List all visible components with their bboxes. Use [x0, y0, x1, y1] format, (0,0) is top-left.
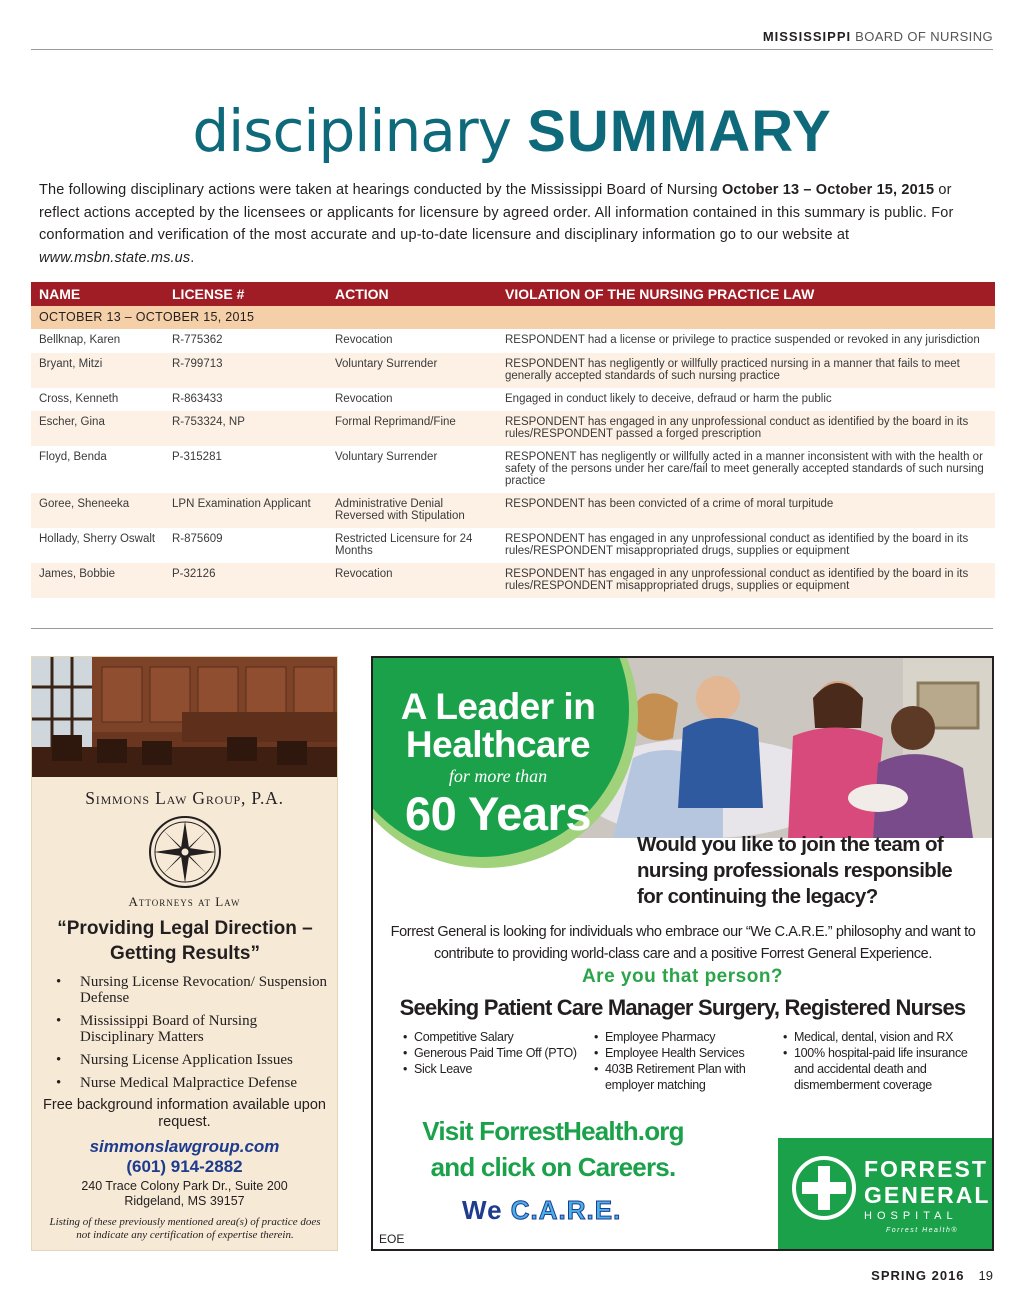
intro-paragraph: The following disciplinary actions were taken at hearings conducted by the Mississippi Board of Nursing October 13 – October 15, 2015 or reflect actions accepted by the licensees or applicants for licensure by agreed order. All information contained in this summary is public. For conformation and verification of the most accurate and up-to-date licensure and disciplinary information go to our website at www.msbn.state.ms.us.	[39, 182, 954, 266]
list-item: • Nursing License Revocation/ Suspension Defense	[54, 974, 332, 1006]
violation-text: RESPONDENT has engaged in any unprofessional conduct as identified by the board in its rules/RESPONDENT misappropriated drugs, supplies or equipment	[505, 533, 969, 557]
benefits-list-2	[594, 1029, 764, 1093]
respondent-name: Hollady, Sherry Oswalt	[39, 533, 156, 545]
respondent-name: Escher, Gina	[39, 416, 105, 428]
action-taken: Revocation	[335, 334, 393, 346]
table-row	[31, 411, 995, 446]
action-taken: Voluntary Surrender	[335, 451, 438, 463]
careers-instruction: and click on Careers.	[430, 1152, 676, 1182]
violation-text: Engaged in conduct likely to deceive, defraud or harm the public	[505, 393, 832, 405]
compass-rose-icon	[148, 815, 222, 889]
disciplinary-table	[31, 282, 995, 598]
page-title: disciplinary SUMMARY	[192, 97, 832, 165]
license-number: R-753324, NP	[172, 416, 245, 428]
ad-question: Would you like to join the team of nursing professionals responsible for continuing the legacy?	[637, 833, 953, 908]
list-item: • Nurse Medical Malpractice Defense	[54, 1075, 332, 1091]
publication-brand: MISSISSIPPI BOARD OF NURSING	[762, 29, 993, 44]
table-row	[31, 388, 995, 411]
column-header-violation: VIOLATION OF THE NURSING PRACTICE LAW	[505, 286, 815, 302]
respondent-name: Goree, Sheneeka	[39, 498, 130, 510]
respondent-name: Floyd, Benda	[39, 451, 107, 463]
table-divider	[31, 628, 993, 629]
free-info-text: Free background information available upon request.	[43, 1097, 326, 1130]
list-item: • 100% hospital-paid life insurance and accidental death and dismemberment coverage	[783, 1045, 983, 1093]
table-row	[31, 353, 995, 388]
license-number: P-32126	[172, 568, 216, 580]
hearing-period-row: OCTOBER 13 – OCTOBER 15, 2015	[31, 306, 995, 329]
list-item: • Employee Health Services	[594, 1045, 764, 1061]
header-divider	[31, 49, 993, 50]
we-care-logo: We C.A.R.E.	[462, 1195, 622, 1225]
list-item: • Competitive Salary	[403, 1029, 583, 1045]
action-taken: Revocation	[335, 393, 393, 405]
law-website-link[interactable]: simmonslawgroup.com	[89, 1137, 280, 1156]
eoe-label: EOE	[379, 1232, 405, 1246]
page-header	[0, 0, 1024, 50]
list-item: • 403B Retirement Plan with employer matching	[594, 1061, 764, 1093]
license-number: R-775362	[172, 334, 223, 346]
board-website-link[interactable]: www.msbn.state.ms.us	[39, 249, 191, 266]
table-row	[31, 563, 995, 598]
license-number: R-875609	[172, 533, 223, 545]
ad-headline-italic: for more than	[448, 766, 548, 786]
violation-text: RESPONDENT has engaged in any unprofessional conduct as identified by the board in its rules/RESPONDENT passed a forged prescription	[505, 416, 969, 440]
action-taken: Administrative Denial Reversed with Stipulation	[335, 498, 465, 522]
violation-text: RESPONDENT has engaged in any unprofessional conduct as identified by the board in its rules/RESPONDENT misappropriated drugs, supplies or equipment	[505, 568, 969, 592]
list-item: • Mississippi Board of Nursing Disciplinary Matters	[54, 1013, 332, 1045]
list-item: • Medical, dental, vision and RX	[783, 1029, 983, 1045]
column-header-action: ACTION	[335, 286, 389, 302]
action-taken: Revocation	[335, 568, 393, 580]
table-row	[31, 329, 995, 353]
column-header-license: LICENSE #	[172, 286, 245, 302]
table-header	[31, 282, 995, 306]
column-header-name: NAME	[39, 286, 81, 302]
courtroom-illustration	[32, 657, 338, 777]
hospital-cross-icon	[778, 1138, 858, 1249]
careers-link[interactable]: Visit ForrestHealth.org	[422, 1116, 684, 1146]
respondent-name: Bellknap, Karen	[39, 334, 121, 346]
list-item: • Sick Leave	[403, 1061, 583, 1077]
table-row	[31, 493, 995, 528]
ad-headline: A Leader in Healthcare	[400, 686, 596, 765]
ad-callout: Are you that person?	[581, 966, 784, 987]
ad-intro: Forrest General is looking for individuals who embrace our “We C.A.R.E.” philosophy and want to contribute to providing world-class care and a positive Forrest General Experience.	[390, 924, 976, 962]
table-row	[31, 446, 995, 493]
law-phone: (601) 914-2882	[126, 1157, 243, 1176]
nurses-photo	[573, 658, 994, 838]
action-taken: Voluntary Surrender	[335, 358, 438, 370]
benefits-list-1	[403, 1029, 583, 1077]
forrest-general-logo: FORREST GENERAL HOSPITAL Forrest Health®	[778, 1138, 992, 1249]
action-taken: Restricted Licensure for 24 Months	[335, 533, 473, 557]
hearing-dates: October 13 – October 15, 2015	[721, 182, 935, 198]
violation-text: RESPONDENT had a license or privilege to practice suspended or revoked in any jurisdiction	[505, 334, 980, 346]
list-item: • Nursing License Application Issues	[54, 1052, 332, 1068]
ad-years: 60 Years	[405, 787, 591, 840]
license-number: R-799713	[172, 358, 223, 370]
list-item: • Employee Pharmacy	[594, 1029, 764, 1045]
page-footer	[871, 1268, 993, 1283]
respondent-name: James, Bobbie	[39, 568, 116, 580]
ad-positions: Seeking Patient Care Manager Surgery, Registered Nurses	[399, 995, 966, 1020]
table-row	[31, 528, 995, 563]
forrest-general-ad	[371, 656, 994, 1251]
violation-text: RESPONENT has negligently or willfully acted in a manner inconsistent with with the health or safety of the persons under her care/fail to meet generally accepted standards of such nursing practice	[505, 451, 984, 487]
courtroom-photo	[32, 657, 338, 777]
law-services-list	[54, 974, 332, 1098]
simmons-law-ad	[31, 656, 338, 1251]
law-disclaimer: Listing of these previously mentioned area(s) of practice does not indicate any certification of expertise therein.	[49, 1216, 321, 1241]
nurses-illustration	[573, 658, 994, 838]
issue-label: SPRING 2016	[871, 1268, 965, 1283]
license-number: P-315281	[172, 451, 222, 463]
law-tagline: “Providing Legal Direction – Getting Results”	[57, 918, 313, 964]
list-item: • Generous Paid Time Off (PTO)	[403, 1045, 583, 1061]
law-address: 240 Trace Colony Park Dr., Suite 200 Ridgeland, MS 39157	[81, 1179, 288, 1208]
action-taken: Formal Reprimand/Fine	[335, 416, 456, 428]
license-number: R-863433	[172, 393, 223, 405]
respondent-name: Cross, Kenneth	[39, 393, 119, 405]
license-number: LPN Examination Applicant	[172, 498, 311, 510]
respondent-name: Bryant, Mitzi	[39, 358, 103, 370]
law-subtitle: Attorneys at Law	[128, 894, 241, 909]
violation-text: RESPONDENT has been convicted of a crime of moral turpitude	[505, 498, 834, 510]
benefits-list-3	[783, 1029, 983, 1093]
violation-text: RESPONDENT has negligently or willfully practiced nursing in a manner that fails to meet generally accepted standards of such nursing practice	[505, 358, 960, 382]
page-number: 19	[978, 1268, 993, 1283]
law-firm-name: Simmons Law Group, P.A.	[85, 788, 284, 808]
